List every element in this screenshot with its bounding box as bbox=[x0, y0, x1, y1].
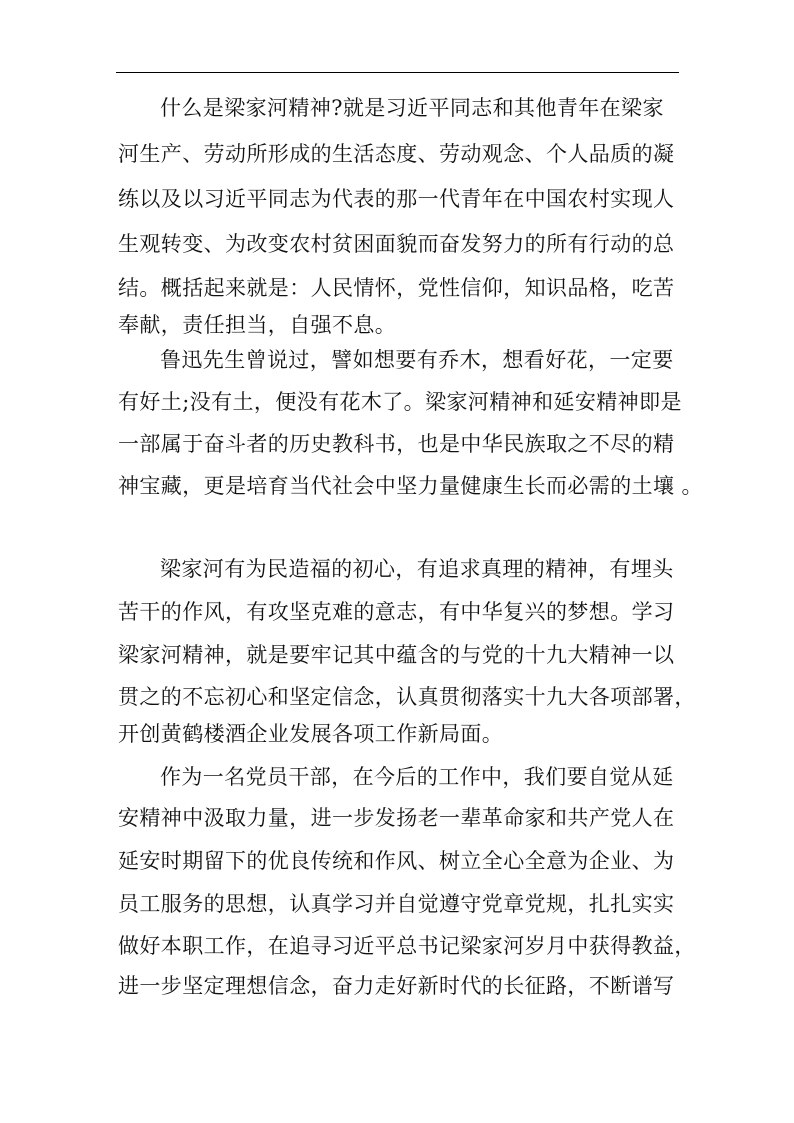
paragraph-4-line-4: 员工服务的思想，认真学习并自觉遵守党章党规，扎扎实实 bbox=[118, 892, 675, 916]
paragraph-4-line-2: 安精神中汲取力量，进一步发扬老一辈革命家和共产党人在 bbox=[118, 806, 675, 830]
paragraph-4-line-5: 做好本职工作，在追寻习近平总书记梁家河岁月中获得教益， bbox=[118, 934, 696, 958]
paragraph-4-line-6: 进一步坚定理想信念，奋力走好新时代的长征路，不断谱写 bbox=[118, 974, 675, 998]
paragraph-1-line-6: 奉献，责任担当，自强不息。 bbox=[118, 313, 397, 337]
paragraph-2-line-2: 有好土;没有土，便没有花木了。梁家河精神和延安精神即是 bbox=[118, 390, 682, 414]
paragraph-4-line-1: 作为一名党员干部，在今后的工作中，我们要自觉从延 bbox=[160, 765, 674, 789]
paragraph-1-line-2: 河生产、劳动所形成的生活态度、劳动观念、个人品质的凝 bbox=[118, 142, 675, 166]
paragraph-1-line-4: 生观转变、为改变农村贫困面貌而奋发努力的所有行动的总 bbox=[118, 232, 675, 256]
paragraph-1-line-3: 练以及以习近平同志为代表的那一代青年在中国农村实现人 bbox=[118, 187, 675, 211]
paragraph-2-line-4: 神宝藏，更是培育当代社会中坚力量健康生长而必需的土壤 。 bbox=[118, 474, 703, 498]
paragraph-2-line-3: 一部属于奋斗者的历史教科书，也是中华民族取之不尽的精 bbox=[118, 432, 675, 456]
paragraph-3-line-2: 苦干的作风，有攻坚克难的意志，有中华复兴的梦想。学习 bbox=[118, 600, 675, 624]
paragraph-3-line-1: 梁家河有为民造福的初心，有追求真理的精神，有埋头 bbox=[160, 557, 674, 581]
paragraph-4-line-3: 延安时期留下的优良传统和作风、树立全心全意为企业、为 bbox=[118, 849, 675, 873]
paragraph-3-line-3: 梁家河精神，就是要牢记其中蕴含的与党的十九大精神一以 bbox=[118, 643, 675, 667]
paragraph-2-line-1: 鲁迅先生曾说过，譬如想要有乔木，想看好花，一定要 bbox=[160, 348, 674, 372]
paragraph-1-line-1: 什么是梁家河精神?就是习近平同志和其他青年在梁家 bbox=[160, 96, 664, 120]
paragraph-3-line-4: 贯之的不忘初心和坚定信念，认真贯彻落实十九大各项部署， bbox=[118, 685, 696, 709]
paragraph-1-line-5: 结。概括起来就是：人民情怀，党性信仰，知识品格，吃苦 bbox=[118, 276, 675, 300]
paragraph-3-line-5: 开创黄鹤楼酒企业发展各项工作新局面。 bbox=[118, 722, 504, 746]
header-rule bbox=[116, 72, 679, 73]
